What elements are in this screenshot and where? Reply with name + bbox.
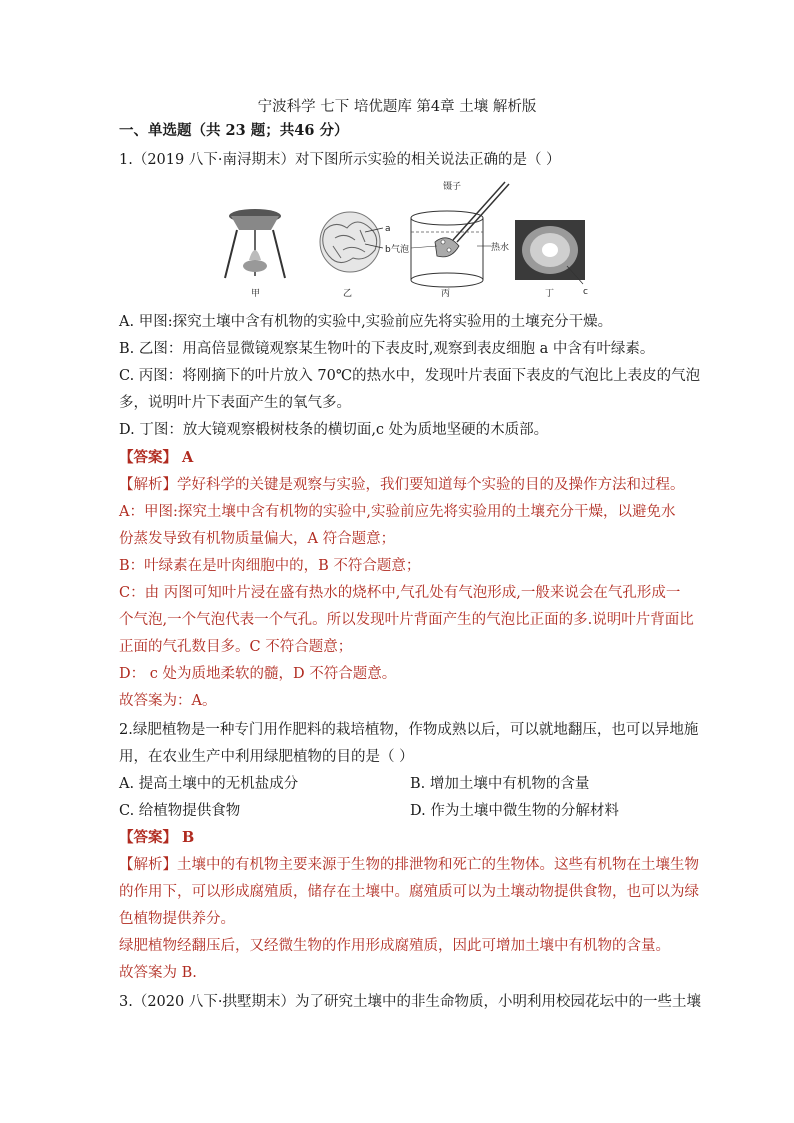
q2-analysis-line: 绿肥植物经翻压后，又经微生物的作用形成腐殖质，因此可增加土壤中有机物的含量。 <box>119 938 670 954</box>
q1-analysis-line: A：甲图:探究土壤中含有机物的实验中,实验前应先将实验用的土壤充分干燥，以避免水 <box>119 504 676 520</box>
q2-analysis-line: 色植物提供养分。 <box>119 911 235 927</box>
q1-analysis-line: C：由 丙图可知叶片浸在盛有热水的烧杯中,气孔处有气泡形成,一般来说会在气孔形成一 <box>119 585 681 601</box>
q1-analysis-line: 份蒸发导致有机物质量偏大，A 符合题意； <box>119 531 396 547</box>
q1-option-d: D. 丁图：放大镜观察椴树枝条的横切面,c 处为质地坚硬的木质部。 <box>119 422 549 438</box>
q2-stem-line: 2.绿肥植物是一种专门用作肥料的栽培植物，作物成熟以后，可以就地翻压，也可以异地施 <box>119 722 699 738</box>
figure-label-yi: 乙 <box>343 289 353 299</box>
q2-option-c: C. 给植物提供食物 <box>119 803 241 819</box>
q2-stem-line: 用，在农业生产中利用绿肥植物的目的是（ ） <box>119 749 414 765</box>
q1-option-a: A. 甲图:探究土壤中含有机物的实验中,实验前应先将实验用的土壤充分干燥。 <box>119 314 613 330</box>
figure-label-c: c <box>583 287 588 297</box>
q1-analysis-line: D： c 处为质地柔软的髓，D 不符合题意。 <box>119 666 397 682</box>
figure-bing <box>391 180 509 299</box>
q2-answer: 【答案】 B <box>119 829 195 846</box>
experiment-figure <box>215 180 595 300</box>
figure-label-reshui: 热水 <box>491 243 510 253</box>
figure-jia <box>225 209 285 299</box>
figure-ding <box>515 220 588 299</box>
figure-label-jia: 甲 <box>251 289 261 299</box>
q1-stem: 1.（2019 八下·南浔期末）对下图所示实验的相关说法正确的是（ ） <box>119 152 561 168</box>
q1-option-c-cont: 多，说明叶片下表面产生的氧气多。 <box>119 395 351 411</box>
q1-analysis-line: B：叶绿素在是叶肉细胞中的，B 不符合题意； <box>119 558 421 574</box>
page-title: 宁波科学 七下 培优题库 第4章 土壤 解析版 <box>257 99 537 115</box>
q2-analysis-line: 的作用下，可以形成腐殖质，储存在土壤中。腐殖质可以为土壤动物提供食物，也可以为绿 <box>119 884 699 900</box>
figure-label-b: b <box>385 245 391 255</box>
q1-analysis-line: 个气泡,一个气泡代表一个气孔。所以发现叶片背面产生的气泡比正面的多.说明叶片背面比 <box>119 612 694 628</box>
q1-analysis-line: 故答案为：A。 <box>119 693 217 709</box>
q2-analysis-line: 故答案为 B. <box>119 965 197 981</box>
q1-analysis-line: 正面的气孔数目多。C 不符合题意； <box>119 639 353 655</box>
q1-option-b: B. 乙图：用高倍显微镜观察某生物叶的下表皮时,观察到表皮细胞 a 中含有叶绿素。 <box>119 341 655 357</box>
figure-label-ding: 丁 <box>545 289 555 299</box>
q1-answer: 【答案】 A <box>119 449 194 466</box>
figure-label-a: a <box>385 224 391 234</box>
q2-analysis-line: 【解析】土壤中的有机物主要来源于生物的排泄物和死亡的生物体。这些有机物在土壤生物 <box>119 857 699 873</box>
q1-analysis-line: 【解析】学好科学的关键是观察与实验，我们要知道每个实验的目的及操作方法和过程。 <box>119 477 685 493</box>
q3-stem: 3.（2020 八下·拱墅期末）为了研究土壤中的非生命物质，小明利用校园花坛中的一些土壤 <box>119 994 701 1010</box>
q2-option-d: D. 作为土壤中微生物的分解材料 <box>410 803 619 819</box>
q2-option-a: A. 提高土壤中的无机盐成分 <box>119 776 299 792</box>
figure-label-qipao: 气泡 <box>391 245 410 255</box>
figure-label-bing: 丙 <box>441 289 451 299</box>
q2-option-b: B. 增加土壤中有机物的含量 <box>410 776 590 792</box>
figure-yi <box>320 212 391 299</box>
section-heading: 一、单选题（共 23 题；共46 分） <box>119 122 349 139</box>
figure-label-niezi: 镊子 <box>443 182 462 192</box>
q1-option-c: C. 丙图：将刚摘下的叶片放入 70℃的热水中，发现叶片表面下表皮的气泡比上表皮的气泡 <box>119 368 701 384</box>
